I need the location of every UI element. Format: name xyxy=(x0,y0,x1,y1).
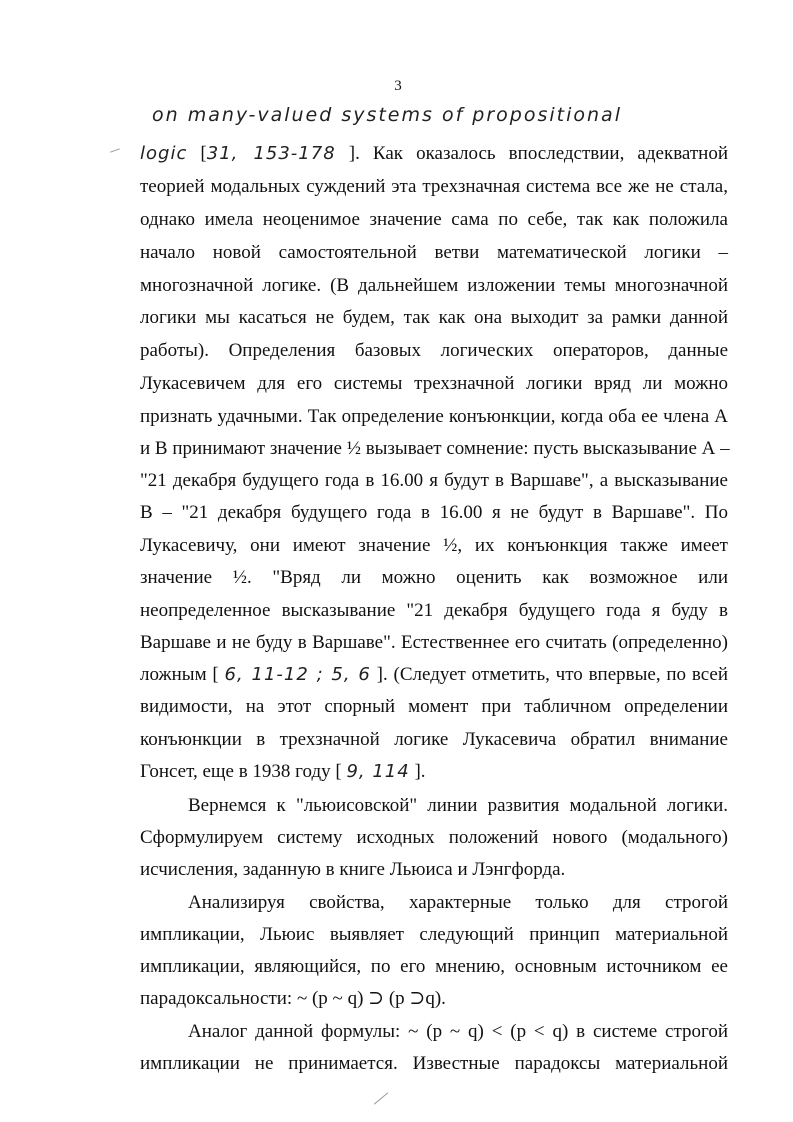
text-line xyxy=(140,663,728,687)
text-line: Лукасевичу, они имеют значение ½, их конъюнкция также имеет xyxy=(140,535,728,556)
text-line: В – "21 декабря будущего года в 16.00 я не будут в Варшаве". По xyxy=(140,502,728,523)
bracket: [ xyxy=(187,143,207,164)
page-number: 3 xyxy=(394,78,402,94)
handwritten-citation: 6, 11-12 ; 5, 6 xyxy=(224,664,371,685)
text-line: импликации, являющийся, по его мнению, основным источником ее xyxy=(140,956,728,977)
text-line: Анализируя свойства, характерные только для строгой xyxy=(188,892,728,913)
scan-speck xyxy=(110,148,120,152)
text-line: Варшаве и не буду в Варшаве". Естественнее его считать (определенно) xyxy=(140,632,728,653)
text-line: Лукасевичем для его системы трехзначной логики вряд ли можно xyxy=(140,373,728,394)
handwritten-insertion: on many-valued systems of propositional xyxy=(152,104,622,126)
line-text: ложным [ xyxy=(140,664,225,685)
text-line: Сформулируем систему исходных положений нового (модального) xyxy=(140,827,728,848)
text-line: импликации не принимается. Известные парадоксы материальной xyxy=(140,1053,728,1074)
text-line: многозначной логике. (В дальнейшем изложении темы многозначной xyxy=(140,275,728,296)
text-line: видимости, на этот спорный момент при табличном определении xyxy=(140,696,728,717)
text-line: парадоксальности: ~ (p ~ q) ⊃ (p ⊃q). xyxy=(140,988,446,1009)
handwritten-citation: 31, 153-178 xyxy=(206,143,336,164)
text-line: начало новой самостоятельной ветви математической логики – xyxy=(140,242,728,263)
text-line: "21 декабря будущего года в 16.00 я будут в Варшаве", а высказывание xyxy=(140,470,728,491)
text-line: конъюнкции в трехзначной логике Лукасевича обратил внимание xyxy=(140,729,728,750)
text-line xyxy=(140,142,728,166)
scan-speck xyxy=(374,1092,388,1104)
text-line: Аналог данной формулы: ~ (p ~ q) < (p < q) в системе строгой xyxy=(188,1021,728,1042)
text-line: и В принимают значение ½ вызывает сомнение: пусть высказывание А – xyxy=(140,438,730,459)
line-text: ]. (Следует отметить, что впервые, по всей xyxy=(370,664,728,685)
text-line: импликации, Льюис выявляет следующий принцип материальной xyxy=(140,924,728,945)
line-text: ]. Как оказалось впоследствии, адекватной xyxy=(335,143,729,164)
text-line: неопределенное высказывание "21 декабря будущего года я буду в xyxy=(140,600,728,621)
text-line: Вернемся к "льюисовской" линии развития модальной логики. xyxy=(188,795,728,816)
text-line: значение ½. "Вряд ли можно оценить как возможное или xyxy=(140,567,728,588)
text-line: работы). Определения базовых логических операторов, данные xyxy=(140,340,728,361)
text-line: теорией модальных суждений эта трехзначная система все же не стала, xyxy=(140,176,728,197)
handwritten-word: logic xyxy=(140,143,188,164)
handwritten-citation: 9, 114 xyxy=(346,761,410,782)
text-line xyxy=(140,760,728,784)
text-line: логики мы касаться не будем, так как она выходит за рамки данной xyxy=(140,307,728,328)
text-line: исчисления, заданную в книге Льюиса и Лэнгфорда. xyxy=(140,859,566,880)
line-text: Гонсет, еще в 1938 году [ xyxy=(140,761,347,782)
text-line: признать удачными. Так определение конъюнкции, когда оба ее члена А xyxy=(140,406,728,427)
text-line: однако имела неоценимое значение сама по себе, так как положила xyxy=(140,209,728,230)
line-text: ]. xyxy=(409,761,426,782)
